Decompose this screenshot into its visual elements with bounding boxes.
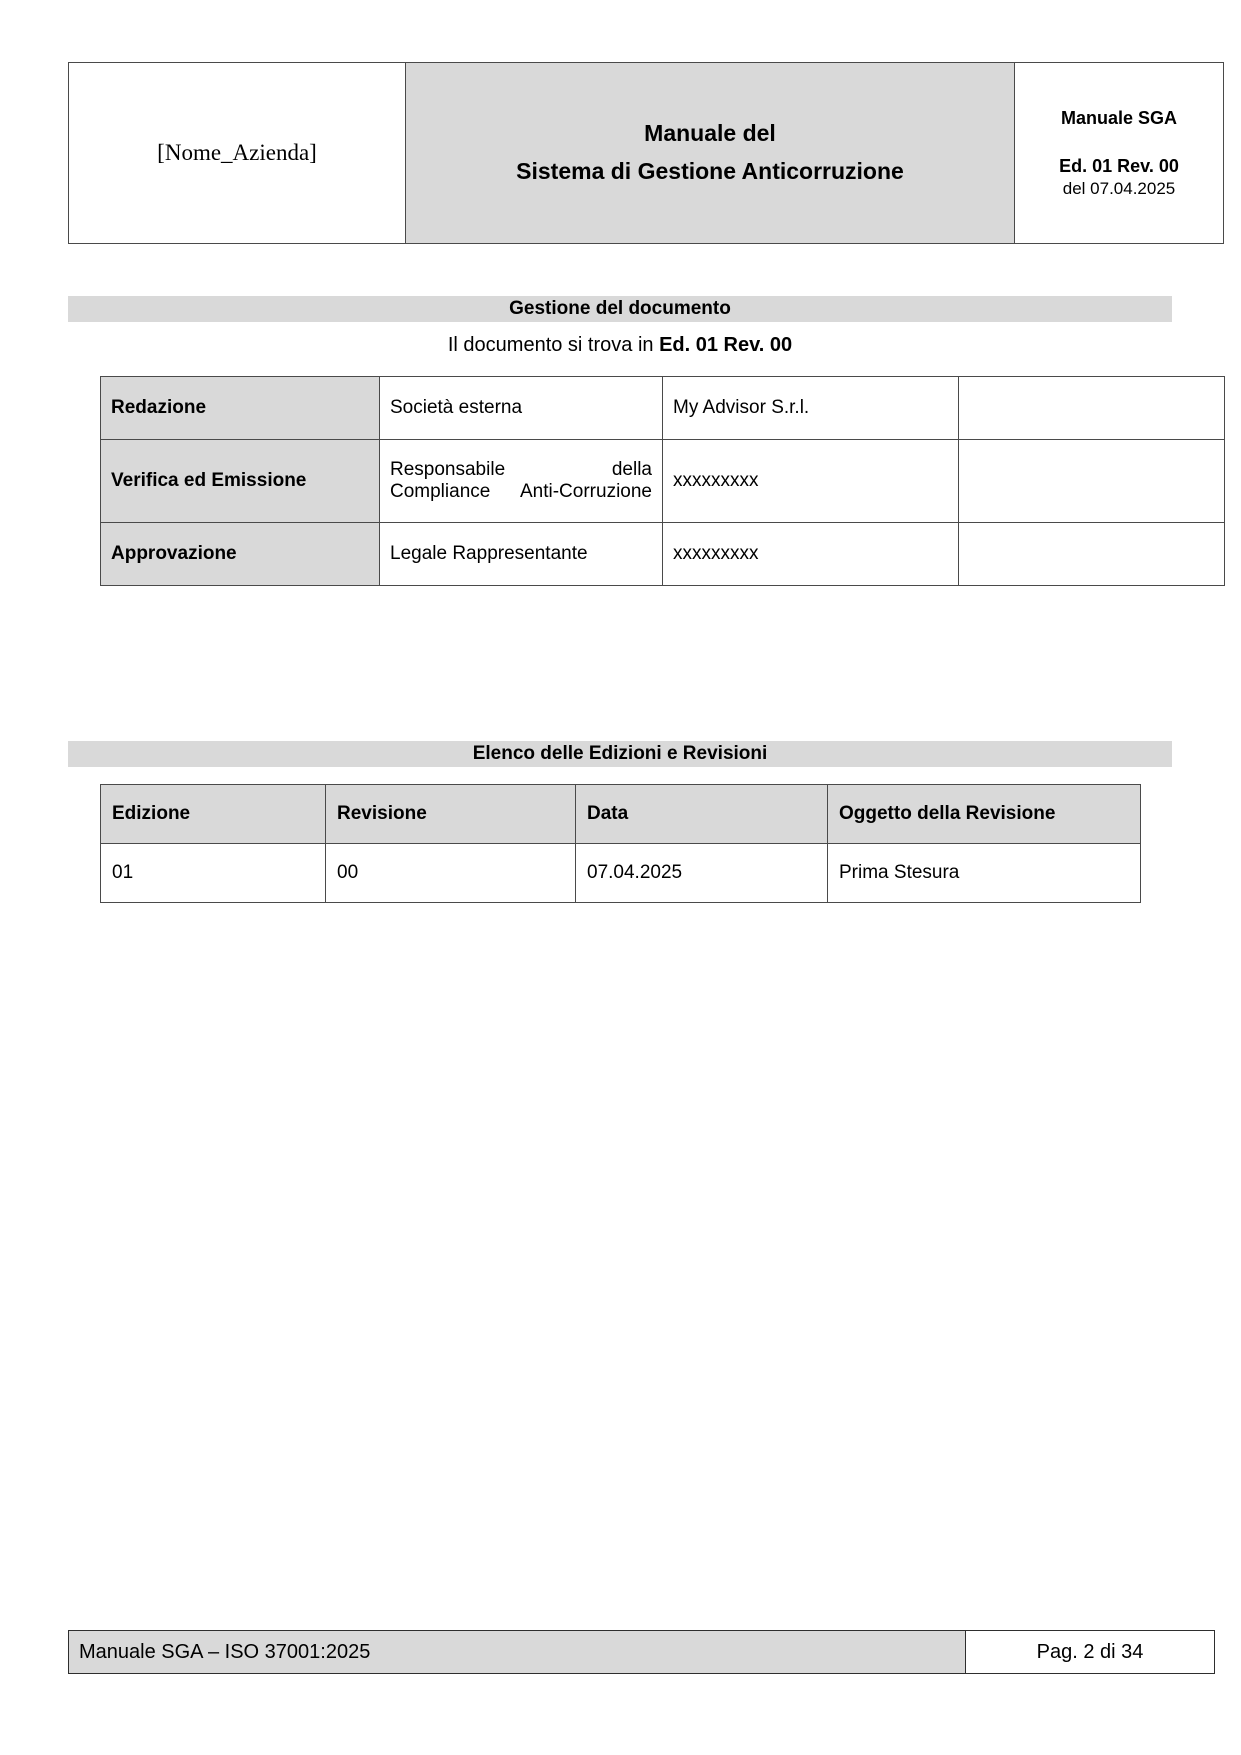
table-row <box>101 377 1225 440</box>
row-signature-verifica-ed-emissione <box>959 440 1225 523</box>
row-name-approvazione: xxxxxxxxx <box>663 523 959 586</box>
column-header-edizione: Edizione <box>101 785 326 844</box>
edition-date: del 07.04.2025 <box>1062 178 1176 198</box>
section-banner-gestione-del-documento: Gestione del documento <box>68 296 1172 322</box>
manual-title-line1: Manuale del <box>644 120 776 147</box>
document-footer-table <box>68 1630 1215 1674</box>
footer-page-number: Pag. 2 di 34 <box>966 1631 1215 1674</box>
document-management-table <box>100 376 1225 586</box>
table-row <box>101 844 1141 903</box>
row-name-redazione: My Advisor S.r.l. <box>663 377 959 440</box>
footer-document-reference: Manuale SGA – ISO 37001:2025 <box>69 1631 966 1674</box>
revision-info-cell <box>1015 63 1224 244</box>
manual-title-cell <box>406 63 1015 244</box>
manual-title-line2: Sistema di Gestione Anticorruzione <box>516 158 904 184</box>
row-role-verifica-ed-emissione: Responsabile della Compliance Anti-Corruzione <box>380 440 663 523</box>
edition-revision: Ed. 01 Rev. 00 <box>1059 156 1179 177</box>
company-name-cell <box>69 63 406 244</box>
document-status-note <box>68 334 1172 357</box>
column-header-revisione: Revisione <box>326 785 576 844</box>
footer-row <box>69 1631 1215 1674</box>
row-signature-redazione <box>959 377 1225 440</box>
row-signature-approvazione <box>959 523 1225 586</box>
column-header-oggetto-della-revisione: Oggetto della Revisione <box>828 785 1141 844</box>
cell-revisione: 00 <box>326 844 576 903</box>
table-row <box>101 440 1225 523</box>
document-code: Manuale SGA <box>1060 107 1178 128</box>
row-label-redazione: Redazione <box>101 377 380 440</box>
note-emphasis: Ed. 01 Rev. 00 <box>659 334 793 356</box>
document-header-table <box>68 62 1224 244</box>
header-row <box>69 63 1224 244</box>
row-label-verifica-ed-emissione: Verifica ed Emissione <box>101 440 380 523</box>
row-role-redazione: Società esterna <box>380 377 663 440</box>
table-row <box>101 523 1225 586</box>
row-name-verifica-ed-emissione: xxxxxxxxx <box>663 440 959 523</box>
cell-oggetto-della-revisione: Prima Stesura <box>828 844 1141 903</box>
row-label-approvazione: Approvazione <box>101 523 380 586</box>
row-role-approvazione: Legale Rappresentante <box>380 523 663 586</box>
cell-data: 07.04.2025 <box>576 844 828 903</box>
column-header-data: Data <box>576 785 828 844</box>
note-prefix: Il documento si trova in <box>447 334 660 356</box>
company-name-placeholder: [Nome_Azienda] <box>157 140 317 165</box>
cell-edizione: 01 <box>101 844 326 903</box>
revisions-header-row <box>101 785 1141 844</box>
section-banner-elenco-edizioni-revisioni: Elenco delle Edizioni e Revisioni <box>68 741 1172 767</box>
revisions-table <box>100 784 1141 903</box>
